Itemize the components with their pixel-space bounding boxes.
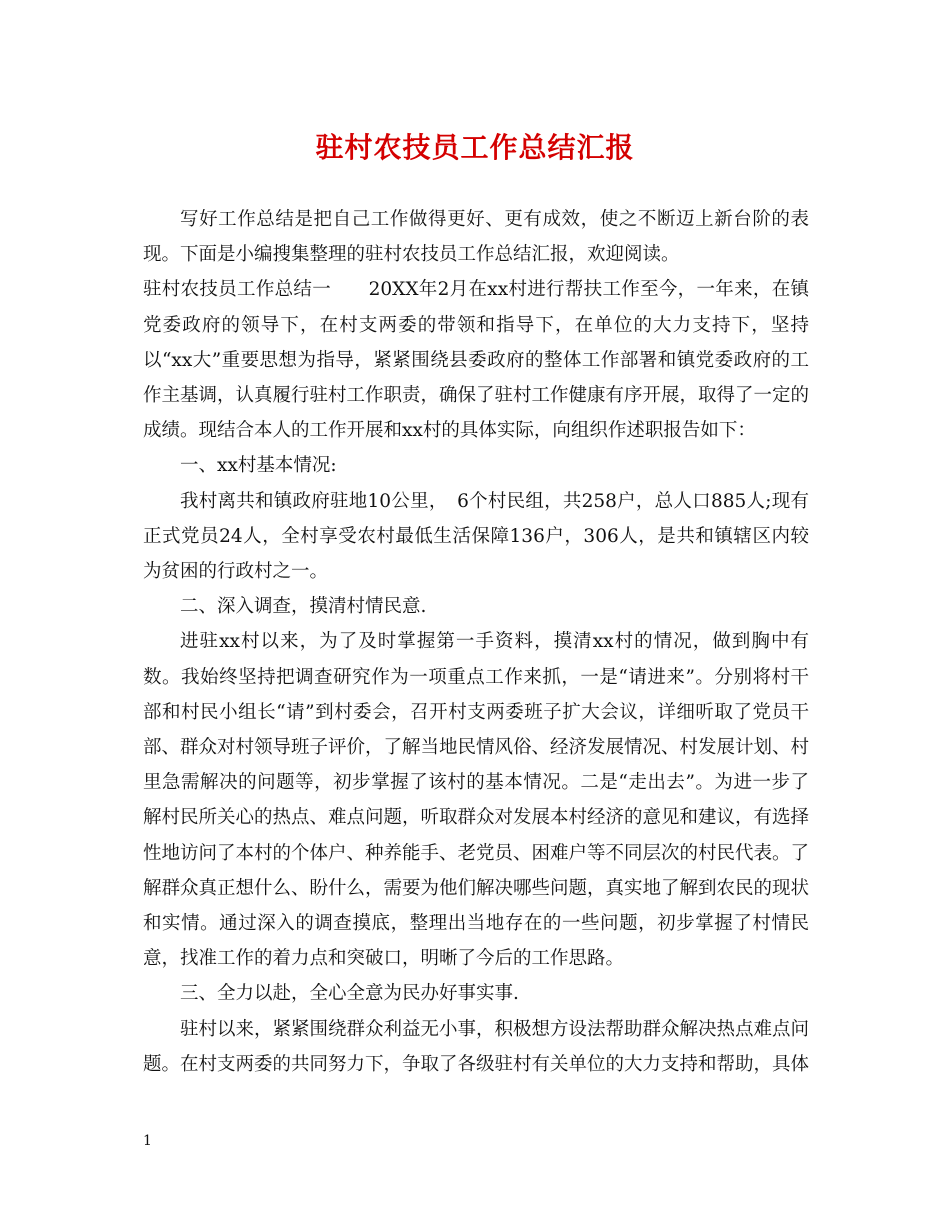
document-title: 驻村农技员工作总结汇报 — [315, 131, 635, 164]
section-heading-3: 三、全力以赴，全心全意为民办好事实事. — [180, 983, 519, 1005]
section-heading-1: 一、xx村基本情况: — [180, 455, 337, 477]
section-heading-2: 二、深入调查，摸清村情民意. — [180, 596, 427, 618]
paragraph-investigation: 进驻xx村以来，为了及时掌握第一手资料，摸清xx村的情况，做到胸中有数。我始终坚持把调查研究作为一项重点工作来抓，一是“请进来”。分别将村干部和村民小组长“请”到村委会，召开村支两委班子扩大会议，详细听取了党员干部、群众对村领导班子评价，了解当地民情风俗、经济发展情况、村发展计划、村里急需解决的问题等，初步掌握了该村的基本情况。二是“走出去”。为进一步了解村民所关心的热点、难点问题，听取群众对发展本村经济的意见和建议，有选择性地访问了本村的个体户、种养能手、老党员、困难户等不同层次的村民代表。了解群众真正想什么、盼什么，需要为他们解决哪些问题，真实地了解到农民的现状和实情。通过深入的调查摸底，整理出当地存在的一些问题，初步掌握了村情民意，找准工作的着力点和突破口，明晰了今后的工作思路。 — [143, 631, 810, 970]
paragraph-village-basics: 我村离共和镇政府驻地10公里， 6个村民组，共258户，总人口885人;现有正式党员24人，全村享受农村最低生活保障136户，306人，是共和镇辖区内较为贫困的行政村之一。 — [143, 490, 809, 583]
document-body — [143, 202, 809, 1082]
paragraph-summary-one: 驻村农技员工作总结一 20XX年2月在xx村进行帮扶工作至今，一年来，在镇党委政府的领导下，在村支两委的带领和指导下，在单位的大力支持下，坚持以“xx大”重要思想为指导，紧紧围绕县委政府的整体工作部署和镇党委政府的工作主基调，认真履行驻村工作职责，确保了驻村工作健康有序开展，取得了一定的成绩。现结合本人的工作开展和xx村的具体实际，向组织作述职报告如下： — [143, 279, 810, 442]
page-number: 1 — [143, 1133, 152, 1149]
paragraph-intro: 写好工作总结是把自己工作做得更好、更有成效，使之不断迈上新台阶的表现。下面是小编搜集整理的驻村农技员工作总结汇报，欢迎阅读。 — [143, 209, 809, 266]
paragraph-service: 驻村以来，紧紧围绕群众利益无小事，积极想方设法帮助群众解决热点难点问题。在村支两委的共同努力下，争取了各级驻村有关单位的大力支持和帮助，具体 — [143, 1018, 810, 1075]
